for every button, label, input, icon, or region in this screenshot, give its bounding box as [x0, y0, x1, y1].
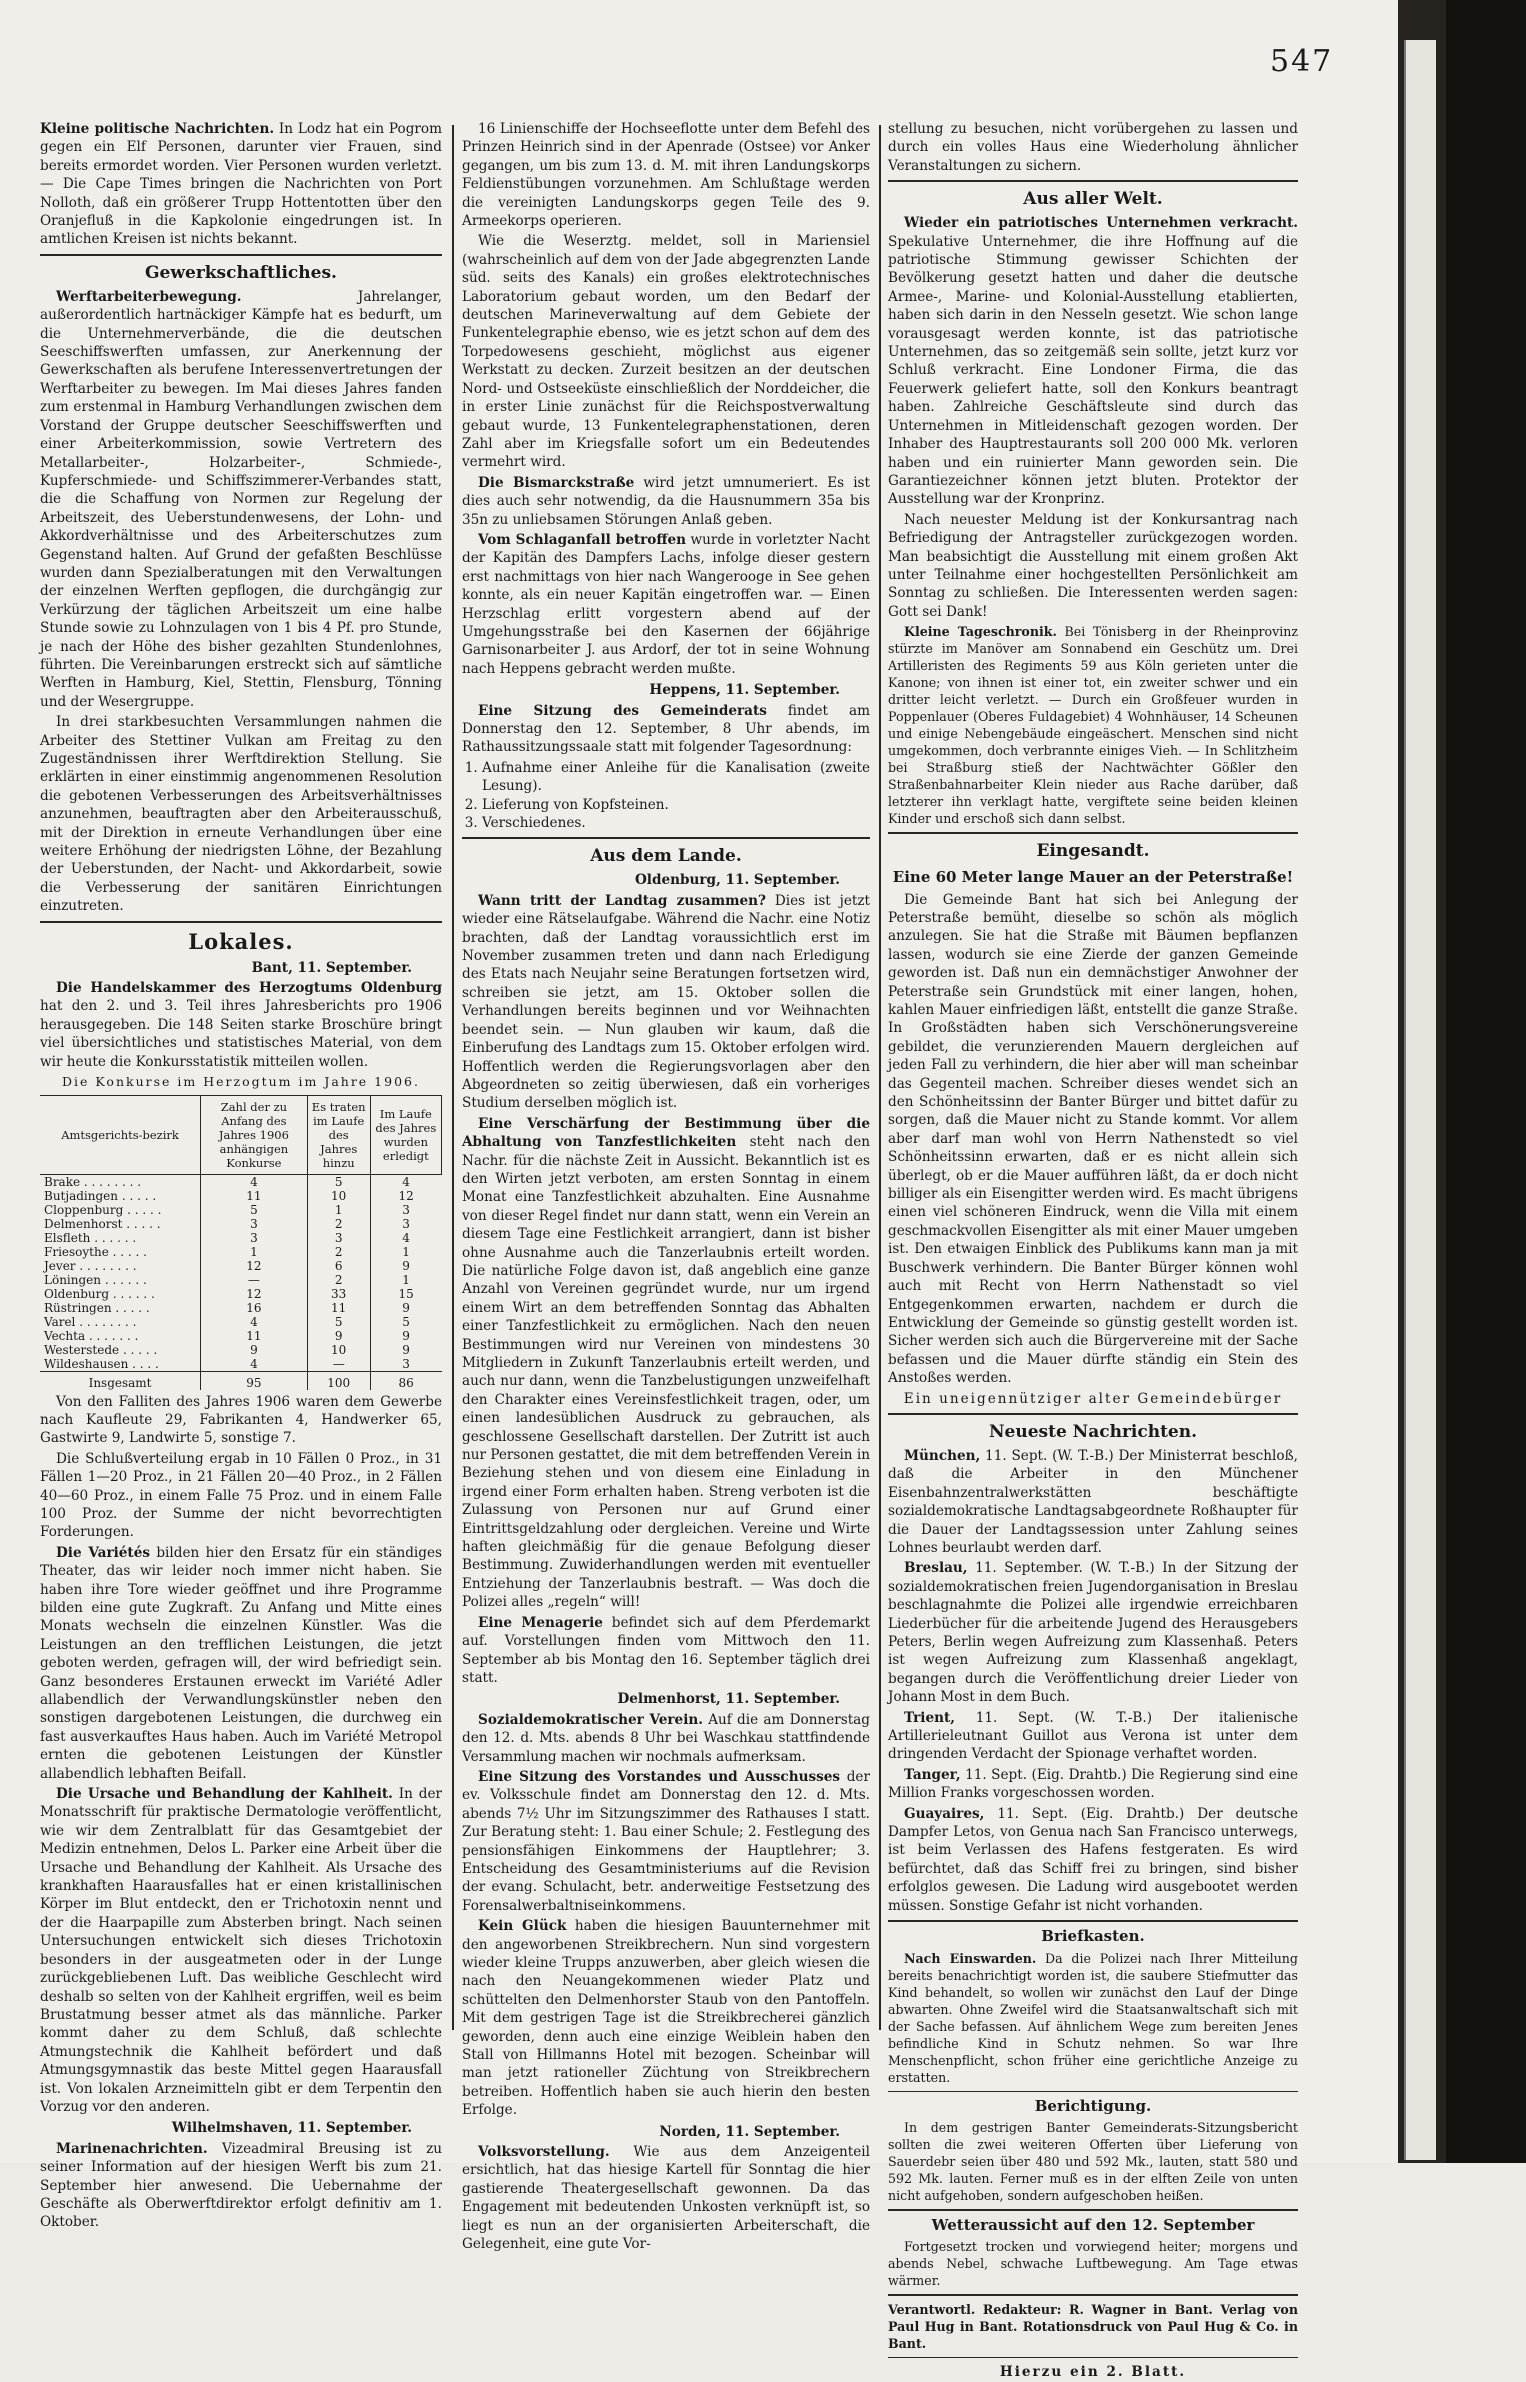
table-cell: 9 [370, 1259, 441, 1273]
article-unternehmen: Wieder ein patriotisches Unternehmen verkracht. Spekulative Unternehmer, die ihre Hoffnung auf die patriotische Stimmung gewisser Schichten der Bevölkerung gesetzt hatten und daher die deutsche Armee-, Marine- und Kolonial-Ausstellung etablierten, haben sich darin in den Nesseln gesetzt. Wie schon lange vorausgesagt werden konnte, ist das patriotische Unternehmen, das so zeitgemäß sein sollte, jetzt kurz vor Schluß verkracht. Eine Londoner Firma, die das Feuerwerk geliefert hatte, soll den Konkurs beantragt haben. Zahlreiche Geschäftsleute sind durch das Unternehmen in Mitleidenschaft gezogen worden. Der Inhaber des Hauptrestaurants soll 200 000 Mk. verloren haben und ein ruinierter Mann geworden sein. Die Garantiezeichner können jetzt bluten. Protektor der Ausstellung war der Kronprinz. [888, 215, 1298, 508]
table-cell: 1 [201, 1245, 308, 1259]
article-konkursantrag: Nach neuester Meldung ist der Konkursantrag nach Befriedigung der Antragsteller zurückgezogen worden. Man beabsichtigt die Ausstellung mit einem großen Akt unter Teilnahme einer hochgestellten Persönlichkeit am Sonntag zu schließen. Die Interessenten werden sagen: Gott sei Dank! [888, 511, 1298, 620]
article-breslau: Breslau, 11. September. (W. T.-B.) In der Sitzung der sozialdemokratischen freien Jugendorganisation in Breslau beschlagnahmte die Polizei alle irgendwie erreichbaren Liederbücher für die arbeitende Jugend des Herausgebers Peters, Berlin wegen Aufreizung zum Klassenhaß. Peters ist wegen Aufreizung zum Klassenhaß angeklagt, begangen durch die Veröffentlichung dreier Lieder von Johann Most in dem Buch. [888, 1560, 1298, 1706]
table-cell: 86 [370, 1371, 441, 1390]
article-fallit: Von den Falliten des Jahres 1906 waren dem Gewerbe nach Kaufleute 29, Fabrikanten 4, Handwerker 65, Gastwirte 9, Landwirte 5, sonstige 7. [40, 1393, 442, 1447]
table-cell: Brake . . . . . . . . [44, 1174, 142, 1189]
table-row [40, 1329, 442, 1343]
table-cell: Insgesamt [40, 1371, 201, 1390]
table-cell: 9 [370, 1329, 441, 1343]
book-binding [1398, 0, 1526, 2163]
table-cell: 12 [370, 1189, 441, 1203]
table-header: Es traten im Laufe des Jahres hinzu [307, 1095, 370, 1174]
table-cell: Varel . . . . . . . . [44, 1314, 137, 1329]
table-cell: 1 [307, 1203, 370, 1217]
article-variete: Die Variétés bilden hier den Ersatz für ein ständiges Theater, das wir leider noch immer nicht haben. Sie haben ihre Tore wieder geöffnet und ihre Programme bilden eine gute Zugkraft. Zu Anfang und Mitte eines Monats wechseln die einzelnen Künstler. Was die Leistungen an den trefflichen Leistungen, die jetzt geboten werden, gefragen will, der wird befriedigt sein. Ganz besonderes Erstaunen erweckt im Variété Adler allabendlich der Verwandlungskünstler neben den sonstigen dargebotenen Leistungen, die durchweg ein fast ausverkauftes Haus haben. Auch im Variété Metropol ernten die gebotenen Leistungen der Künstler allabendlich lebhaften Beifall. [40, 1544, 443, 1782]
konkurs-table [40, 1095, 442, 1390]
table-row [40, 1217, 442, 1231]
table-cell: 16 [201, 1301, 308, 1315]
article-berichtigung: In dem gestrigen Banter Gemeinderats-Sitzungsbericht sollten die zwei weiteren Offerten über Lieferung von Sauerdebr seien über 480 und 592 Mk., lauten, statt 580 und 592 Mk. lauten. Ferner muß es in der elften Zeile von unten nicht aufgehoben, sondern aufgeschoben heißen. [888, 2119, 1298, 2203]
table-cell: 1 [370, 1245, 441, 1259]
column-2 [462, 120, 871, 2253]
article-schlussverteilung: Die Schlußverteilung ergab in 10 Fällen 0 Proz., in 31 Fällen 1—20 Proz., in 21 Fällen 20—40 Proz., in 2 Fällen 40—60 Proz., in einem Falle 75 Proz. und in einem Falle 100 Proz. der Summe der nicht bevorrechtigten Forderungen. [40, 1450, 442, 1541]
table-cell: 2 [307, 1273, 370, 1287]
table-cell: 4 [201, 1174, 308, 1189]
table-cell: 9 [201, 1343, 308, 1357]
table-cell: 4 [370, 1174, 441, 1189]
section-heading-berichtigung: Berichtigung. [1034, 2096, 1152, 2115]
article-bismarckstrasse: Die Bismarckstraße wird jetzt umnumeriert. Es ist dies auch sehr notwendig, da die Hausnummern 35a bis 35n zu unliebsamen Störungen Anlaß geben. [462, 474, 870, 528]
article-tageschronik: Kleine Tageschronik. Bei Tönisberg in der Rheinprovinz stürzte im Manöver am Sonnabend ein Geschütz um. Drei Artilleristen des Regiments 59 aus Köln gerieten unter die Kanone; von ihnen ist einer tot, ein zweiter schwer und ein dritter leicht verletzt. — Durch ein Großfeuer wurden in Poppenlauer (Oberes Fuldagebiet) 4 Wohnhäuser, 14 Scheunen und einige Nebengebäude eingeäschert. Menschen sind nicht umgekommen, doch verbrannte einiges Vieh. — In Schlitzheim bei Straßburg stieß der Nachtwächter Gößler den Straßenbahnarbeiter Klein nieder aus Rache darüber, daß letzterer ihn verklagt hatte, vergiftete seine beiden kleinen Kinder und erschoß sich dann selbst. [888, 624, 1299, 827]
section-heading-eingesandt: Eingesandt. [1036, 841, 1150, 862]
table-cell: 2 [307, 1245, 370, 1259]
table-row [40, 1357, 442, 1372]
article-weser: Wie die Weserztg. meldet, soll in Mariensiel (wahrscheinlich auf dem von der Jade abgegrenzten Lande süd. seits des Kanals) ein großes elektrotechnisches Laboratorium gebaut worden, um den Bedarf der deutschen Marineverwaltung auf dem Gebiete der Funkentelegraphie ebenso, wie es jetzt schon auf dem des Torpedowesens geschieht, möglichst aus eigener Werkstatt zu decken. Zurzeit besitzen an der deutschen Nord- und Ostseeküste einschließlich der Norddeicher, die in erster Linie zunächst für die Reichspostverwaltung gebaut wurde, 13 Funkentelegraphenstationen, deren Zahl aber im Kriegsfalle sofort um ein Bedeutendes vermehrt wird. [462, 233, 870, 471]
article-kein-glueck: Kein Glück haben die hiesigen Bauunternehmer mit den angeworbenen Streikbrechern. Nun sind vorgestern wieder kleine Trupps anzuwerben, aber gleich wiesen die nach den Neuangekommenen wieder Platz und schüttelten den Delmenhorster Staub von den Pantoffeln. Mit dem gestrigen Tage ist die Streikbrecherei gänzlich geworden, denn auch eine einzige Weiblein haben den Stall von Hillmanns Hotel mit bezogen. Scheinbar will man jetzt rationeller Züchtung von Streikbrechern betreiben. Hoffentlich haben sie auch hierin den besten Erfolge. [462, 1918, 870, 2119]
list-item: 1. Aufnahme einer Anleihe für die Kanalisation (zweite Lesung). [482, 759, 870, 796]
table-cell: 5 [201, 1203, 308, 1217]
column-rule [879, 125, 881, 2030]
article-signature: Ein uneigennütziger alter Gemeindebürger [903, 1390, 1283, 1407]
table-header: Amtsgerichts-bezirk [40, 1095, 201, 1174]
table-row [40, 1273, 442, 1287]
section-heading-aus-dem-lande: Aus dem Lande. [590, 846, 742, 867]
article-landtag: Wann tritt der Landtag zusammen? Dies ist jetzt wieder eine Rätselaufgabe. Während die Nachr. eine Notiz brachten, daß der Landtag voraussichtlich erst im November zusammen treten und dann nach Erledigung des Etats nach Neujahr seine Beratungen fortsetzen wird, schreiben sie jetzt, am 15. Oktober sollen die Verhandlungen bereits beginnen und vor Weihnachten beendet sein. — Nun glauben wir kaum, daß die Einberufung des Landtags zum 15. Oktober erfolgen wird. Hoffentlich werden die Regierungsvorlagen aber den Abgeordneten so zeitig überwiesen, daß ein vorheriges Studium derselben möglich ist. [462, 892, 870, 1112]
table-cell: Vechta . . . . . . . [44, 1328, 139, 1343]
table-cell: 3 [307, 1231, 370, 1245]
table-row [40, 1287, 442, 1301]
table-row [40, 1315, 442, 1329]
agenda-list [482, 759, 870, 833]
dateline: Delmenhorst, 11. September. [617, 1691, 840, 1708]
article-kahlheit: Die Ursache und Behandlung der Kahlheit. In der Monatsschrift für praktische Dermatologie veröffentlicht, wie wir dem Zentralblatt für das Gesamtgebiet der Medizin entnehmen, Delos L. Parker eine Arbeit über die Ursache und Behandlung der Kahlheit. Als Ursache des krankhaften Haarausfalles hat er einen kristallinischen Körper im Blut entdeckt, den er Trichotoxin nennt und der die Haarpapille zum Absterben bringt. Nach seinen Untersuchungen entwickelt sich dieses Trichotoxin besonders in der ausgeatmeten oder in der Lunge zurückgebliebenen Luft. Das weibliche Geschlecht wird deshalb so selten von der Kahlheit ergriffen, weil es beim Brustatmung besser atmet als das männliche. Parker kommt daher zu dem Schluß, daß schlechte Atmungstechnik die Kahlheit befördert und daß Atmungsgymnastik das beste Mittel gegen Haarausfall ist. Von lokalen Arzneimitteln gibt er dem Terpentin den Vorzug vor den anderen. [40, 1786, 443, 2115]
table-cell: Löningen . . . . . . [44, 1272, 147, 1287]
imprint: Verantwortl. Redakteur: R. Wagner in Bant. Verlag von Paul Hug in Bant. Rotationsdruck von Paul Hug & Co. in Bant. [888, 2302, 1298, 2352]
section-heading-briefkasten: Briefkasten. [1041, 1927, 1145, 1946]
table-cell: 3 [370, 1217, 441, 1231]
table-cell: 12 [201, 1287, 308, 1301]
supplement-note: Hierzu ein 2. Blatt. [999, 2364, 1187, 2381]
table-cell: 2 [307, 1217, 370, 1231]
article-briefkasten: Nach Einswarden. Da die Polizei nach Ihrer Mitteilung bereits benachrichtigt worden ist, die saubere Stiefmutter das Kind behandelt, so wollen wir zunächst den Lauf der Dinge abwarten. Ohne Zweifel wird die Staatsanwaltschaft sich mit der Sache befassen. Auf ähnlichem Wege zum bereiten Jenes befindliche Kind in Schutz nehmen. So war Ihre Menschenpflicht, schon früher eine gerichtliche Anzeige zu erstatten. [888, 1950, 1298, 2085]
table-cell: Delmenhorst . . . . . [44, 1216, 161, 1231]
table-cell: Elsfleth . . . . . . [44, 1230, 137, 1245]
article-heading-mauer: Eine 60 Meter lange Mauer an der Peterstraße! [892, 868, 1294, 887]
article-politische: Kleine politische Nachrichten. In Lodz hat ein Pogrom gegen ein Elf Personen, darunter vier Frauen, sind bereits ermordet worden. Vier Personen wurden verletzt. — Die Cape Times bringen die Nachrichten von Port Nolloth, daß ein größerer Trupp Hottentotten über den Oranjefluß in die Kapkolonie eingedrungen ist. In amtlichen Kreisen ist nichts bekannt. [40, 121, 442, 248]
table-row [40, 1259, 442, 1273]
table-cell: 100 [307, 1371, 370, 1390]
table-cell: 33 [307, 1287, 370, 1301]
table-cell: 5 [307, 1174, 370, 1189]
table-cell: 4 [370, 1231, 441, 1245]
article-menagerie: Eine Menagerie befindet sich auf dem Pferdemarkt auf. Vorstellungen finden vom Mittwoch den 11. September ab bis Montag den 16. September täglich drei statt. [462, 1614, 871, 1686]
table-cell: 4 [201, 1357, 308, 1372]
table-cell: 3 [370, 1357, 441, 1372]
article-wetter: Fortgesetzt trocken und vorwiegend heiter; morgens und abends Nebel, schwache Luftbewegung. Am Tage etwas wärmer. [888, 2239, 1298, 2289]
article-muenchen: München, 11. Sept. (W. T.-B.) Der Ministerrat beschloß, daß die Arbeiter in den Münchener Eisenbahnzentralwerkstätten beschäftigte sozialdemokratische Landtagsabgeordnete Roßhaupter für die Dauer der Landtagssession unter Zahlung seines Lohnes beurlaubt werden darf. [888, 1447, 1298, 1556]
table-cell: 11 [201, 1189, 308, 1203]
article-mauer: Die Gemeinde Bant hat sich bei Anlegung der Peterstraße bemüht, dieselbe so schön als möglich anzulegen. Sie hat die Straße mit Bäumen bepflanzen lassen, wodurch sie eine Zierde der ganzen Gemeinde geworden ist. Daß nun ein demnächstiger Anwohner der Peterstraße sein Grundstück mit einer langen, hohen, kahlen Mauer einfriedigen läßt, entstellt die ganze Straße. In Großstädten haben sich Verschönerungsvereine gebildet, die verunzierenden Mauern dergleichen auf jeden Fall zu verhindern, die hier aber will man scheinbar das Gegenteil machen. Schreiber dieses wendet sich an den Schönheitssinn der Banter Bürger und bittet dafür zu sorgen, daß die Mauer nicht zu Stande kommt. Vor allem aber darf man wohl von Herrn Nathenstedt so viel Schönheitssinn erwarten, daß er es nicht allein sich überlegt, ob er die Mauer aufführen läßt, da er doch nicht billiger als ein Eisengitter werden wird. Es macht übrigens einen viel schöneren Eindruck, wenn die Villa mit einem geschmackvollen Eisengitter als mit einer Mauer umgeben ist. Den etwaigen Einblick des Publikums kann man ja mit Buschwerk verhindern. Die Banter Bürger können wohl auch mit Recht von Herrn Nathenstadt so viel Entgegenkommen erwarten, nachdem er durch die Entwicklung der Gemeinde so günstig gestellt worden ist. Sicher werden sich auch die Bürgervereine mit der Sache befassen und die Mauer dürfte ständig ein Stein des Anstoßes werden. [888, 891, 1298, 1387]
article-volksvorstellung: Volksvorstellung. Wie aus dem Anzeigenteil ersichtlich, hat das hiesige Kartell für Sonntag die hier gastierende Theatergesellschaft gewonnen. Da das Engagement mit bedeutenden Unkosten verknüpft ist, so liegt es nun an der organisierten Arbeiterschaft, die Gelegenheit, eine gute Vor- [462, 2144, 870, 2253]
article-sozialdemokratischer-verein: Sozialdemokratischer Verein. Auf die am Donnerstag den 12. d. Mts. abends 8 Uhr bei Waschkau stattfindende Versammlung machen wir nochmals aufmerksam. [462, 1711, 870, 1765]
table-cell: 9 [370, 1343, 441, 1357]
list-item: 2. Lieferung von Kopfsteinen. [482, 796, 870, 814]
table-row [40, 1343, 442, 1357]
list-item: 3. Verschiedenes. [482, 814, 870, 832]
section-heading-gewerkschaftliches: Gewerkschaftliches. [145, 262, 337, 283]
table-header: Zahl der zu Anfang des Jahres 1906 anhängigen Konkurse [201, 1095, 308, 1174]
table-row [40, 1231, 442, 1245]
table-cell: 11 [201, 1329, 308, 1343]
table-cell: 3 [201, 1217, 308, 1231]
table-cell: 9 [307, 1329, 370, 1343]
table-cell: Oldenburg . . . . . . [44, 1286, 155, 1301]
column-1 [40, 120, 443, 2231]
article-guayaires: Guayaires, 11. Sept. (Eig. Drahtb.) Der deutsche Dampfer Letos, von Genua nach San Francisco unterwegs, ist beim Verlassen des Hafens festgeraten. Es wird befürchtet, daß das Schiff frei zu bringen, sind bisher erfolglos gewesen. Die Ladung wird ausgebootet werden müssen. Sonstige Gefahr ist nicht vorhanden. [888, 1805, 1298, 1914]
page-number: 547 [1270, 44, 1334, 79]
dateline: Oldenburg, 11. September. [634, 872, 840, 889]
article-werftarbeiter-2: In drei starkbesuchten Versammlungen nahmen die Arbeiter des Stettiner Vulkan am Freitag zu den Zugeständnissen ihrer Werftdirektion Stellung. Sie erklärten in einer einstimmig angenommenen Resolution die gebotenen Verbesserungen des Arbeitsverhältnisses anzunehmen, beauftragten aber den Arbeiterausschuß, mit der Direktion in erneute Verhandlungen über eine weitere Erhöhung der niedrigsten Löhne, der Bezahlung der Ueberstunden, der Nacht- und Akkordarbeit, sowie die Verbesserung der sanitären Einrichtungen einzutreten. [40, 714, 442, 915]
table-cell: — [201, 1273, 308, 1287]
table-cell: 5 [307, 1315, 370, 1329]
column-3 [888, 120, 1299, 2381]
table-cell: 15 [370, 1287, 441, 1301]
table-cell: 11 [307, 1301, 370, 1315]
article-trient: Trient, 11. Sept. (W. T.-B.) Der italienische Artillerieleutnant Guillot aus Verona ist unter dem dringenden Verdacht der Spionage verhaftet worden. [888, 1709, 1298, 1763]
table-cell: — [307, 1357, 370, 1372]
article-gemeinderat: Eine Sitzung des Gemeinderats findet am Donnerstag den 12. September, 8 Uhr abends, im Rathaussitzungssaale statt mit folgender Tagesordnung: [462, 702, 870, 756]
table-cell: 1 [370, 1273, 441, 1287]
table-cell: 6 [307, 1259, 370, 1273]
table-cell: Cloppenburg . . . . . [44, 1202, 162, 1217]
article-werftarbeiter: Werftarbeiterbewegung. Jahrelanger, außerordentlich hartnäckiger Kämpfe hat es bedurft, um die Unternehmerverbände, die die deutschen Seeschiffswerften umfassen, zur Anerkennung der Gewerkschaften als berufene Interessenvertretungen der Werftarbeiter zu bewegen. Im Mai dieses Jahres fanden zum erstenmal in Hamburg Verhandlungen zwischen dem Vorstand der Gruppe deutscher Seeschiffswerften und einer Arbeiterkommission, sowie Vertretern des Metallarbeiter-, Holzarbeiter-, Schmiede-, Kupferschmiede- und Schiffszimmerer-Verbandes statt, die die Schaffung von Normen zur Regelung der Arbeitszeit, des Ueberstundenwesens, der Lohn- und Akkordverhältnisse und des Arbeiterschutzes zum Gegenstand halten. Auf Grund der gefaßten Beschlüsse wurden dann Spezialberatungen mit den Verwaltungen der einzelnen Werften gepflogen, die durchgängig zur Verkürzung der täglichen Arbeitszeit um eine halbe Stunde sowie zu Lohnzulagen von 1 bis 4 Pf. pro Stunde, je nach der Höhe des bisher gezahlten Stundenlohnes, führten. Die Vereinbarungen erstreckt sich auf sämtliche Werften in Hamburg, Kiel, Stettin, Flensburg, Tönning und der Wesergruppe. [40, 288, 442, 710]
dateline: Wilhelmshaven, 11. September. [171, 2120, 412, 2137]
table-row [40, 1301, 442, 1315]
table-cell: Wildeshausen . . . . [44, 1356, 159, 1371]
table-row-total [40, 1371, 442, 1390]
table-cell: 12 [201, 1259, 308, 1273]
dateline: Bant, 11. September. [251, 959, 412, 976]
table-cell: 9 [370, 1301, 441, 1315]
table-header: Im Laufe des Jahres wurden erledigt [370, 1095, 441, 1174]
section-heading-wetter: Wetteraussicht auf den 12. September [931, 2215, 1255, 2234]
table-cell: 5 [370, 1315, 441, 1329]
article-vorstand: Eine Sitzung des Vorstandes und Ausschusses der ev. Volksschule findet am Donnerstag den 12. d. Mts. abends 7½ Uhr im Sitzungszimmer des Rathauses I statt. Zur Beratung steht: 1. Bau einer Schule; 2. Festlegung des pensionsfähigen Einkommens der Hauptlehrer; 3. Entscheidung des Gesamtministeriums auf die Revision der evang. Schulacht, betr. anderweitige Festsetzung des Forensalwerbaltniseinkommens. [462, 1768, 870, 1914]
table-cell: Butjadingen . . . . . [44, 1188, 157, 1203]
table-cell: Friesoythe . . . . . [44, 1244, 147, 1259]
article-schlaganfall: Vom Schlaganfall betroffen wurde in vorletzter Nacht der Kapitän des Dampfers Lachs, infolge dieser gestern erst nachmittags von hier nach Wangerooge in See gehen konnte, als ein neuer Kapitän eingetroffen war. — Einen Herzschlag erlitt vorgestern abend auf der Umgehungsstraße bei den Kasernen der 66jährige Garnisonarbeiter J. aus Ardorf, der tot in seine Wohnung nach Heppens gebracht werden mußte. [462, 531, 870, 677]
table-cell: 3 [201, 1231, 308, 1245]
column-rule [452, 125, 454, 2030]
table-row [40, 1245, 442, 1259]
table-cell: 10 [307, 1189, 370, 1203]
article-tanger: Tanger, 11. Sept. (Eig. Drahtb.) Die Regierung sind eine Million Franks vorgeschossen worden. [888, 1766, 1298, 1802]
table-cell: 95 [201, 1371, 308, 1390]
table-row [40, 1174, 442, 1189]
article-tanzfestlichkeiten: Eine Verschärfung der Bestimmung über die Abhaltung von Tanzfestlichkeiten steht nach den Nachr. für die nächste Zeit in Aussicht. Bekanntlich ist es den Wirten jetzt verboten, am ersten Sonntag in einem Monat eine Tanzfestlichkeit abzuhalten. Eine Ausnahme von dieser Regel findet nur dann statt, wenn ein Verein an diesem Tage eine Festlichkeit arrangiert, dann ist bisher ohne Ausnahme auch die Tanzerlaubnis erteilt worden. Die natürliche Folge davon ist, daß angeblich eine ganze Anzahl von Vereinen gegründet wurde, nur um irgend einem Wirt an dem betreffenden Sonntag das Abhalten einer Tanzfestlichkeit zu ermöglichen. Nach den neuen Bestimmungen wird nur Vereinen von mindestens 30 Mitgliedern in Zukunft Tanzerlaubnis erteilt werden, und auch nur dann, wenn die Tanzbelustigungen unzweifelhaft den Charakter eines Vereinsfestlichkeit tragen, oder, um einen landesüblichen Ausdruck zu gebrauchen, als geschlossene Gesellschaft darstellen. Der Zutritt ist auch nur Personen gestattet, die mit dem betreffenden Verein in Beziehung stehen und von diesem eine Einladung in irgend einer Form erhalten haben. Streng verboten ist die Zulassung von Personen nur auf Grund einer Eintrittsgeldzahlung oder dergleichen. Vereine und Wirte haften gleichmäßig für die genaue Befolgung dieser Bestimmung. Zuwiderhandlungen werden mit eventueller Entziehung der Tanzerlaubnis bestraft. — Was doch die Polizei alles „regeln“ will! [462, 1115, 870, 1611]
dateline: Heppens, 11. September. [649, 682, 840, 699]
table-cell: Westerstede . . . . . [44, 1342, 158, 1357]
table-cell: 4 [201, 1315, 308, 1329]
table-title: Die Konkurse im Herzogtum im Jahre 1906. [62, 1074, 420, 1090]
article-continuation: stellung zu besuchen, nicht vorübergehen zu lassen und durch ein volles Haus eine Wiederholung ähnlicher Veranstaltungen zu sichern. [888, 121, 1298, 174]
table-cell: Rüstringen . . . . . [44, 1300, 150, 1315]
article-flotte: 16 Linienschiffe der Hochseeflotte unter dem Befehl des Prinzen Heinrich sind in der Apenrade (Ostsee) vor Anker gegangen, um bis zum 13. d. M. mit ihren Landungskorps Feldienstübungen vorzunehmen. Am Schlußtage werden die vereinigten Landungskorps gegen Teile des 9. Armeekorps operieren. [462, 121, 870, 230]
table-row [40, 1203, 442, 1217]
dateline: Norden, 11. September. [659, 2123, 840, 2140]
section-heading-neueste-nachrichten: Neueste Nachrichten. [988, 1421, 1198, 1442]
article-marine: Marinenachrichten. Vizeadmiral Breusing ist zu seiner Information auf der hiesigen Werft bis zum 21. September hier anwesend. Die Uebernahme der Geschäfte als Oberwerftdirektor erfolgt definitiv am 1. Oktober. [40, 2140, 442, 2231]
table-cell: Jever . . . . . . . . [44, 1258, 137, 1273]
table-cell: 3 [370, 1203, 441, 1217]
table-row [40, 1189, 442, 1203]
section-heading-aus-aller-welt: Aus aller Welt. [1023, 189, 1163, 210]
table-cell: 10 [307, 1343, 370, 1357]
article-handelskammer: Die Handelskammer des Herzogtums Oldenburg hat den 2. und 3. Teil ihres Jahresberichts pro 1906 herausgegeben. Die 148 Seiten starke Broschüre bringt viel übersichtliches und statistisches Material, von dem wir heute die Konkursstatistik mitteilen wollen. [40, 980, 442, 1070]
section-heading-lokales: Lokales. [188, 928, 294, 954]
